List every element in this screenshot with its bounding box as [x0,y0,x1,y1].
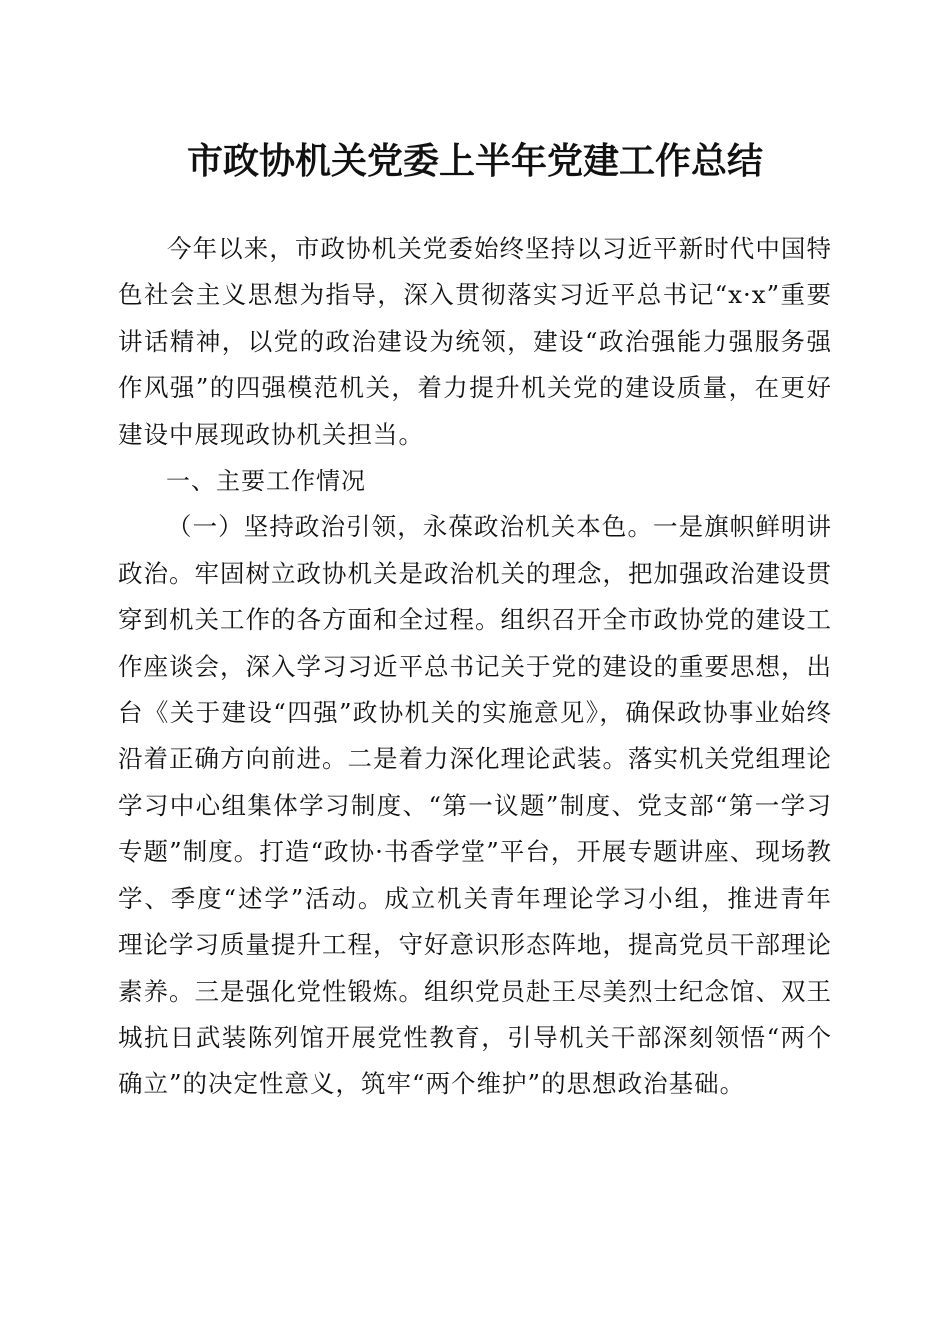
document-title: 市政协机关党委上半年党建工作总结 [186,141,763,182]
section-heading: 一、主要工作情况 [166,467,366,496]
subsection-paragraph [118,504,832,1107]
subsection-body: 一是旗帜鲜明讲政治。牢固树立政协机关是政治机关的理念，把加强政治建设贯穿到机关工作的各方面和全过程。组织召开全市政协党的建设工作座谈会，深入学习习近平总书记关于党的建设的重要思想，出台《关于建设“四强”政协机关的实施意见》，确保政协事业始终沿着正确方向前进。二是着力深化理论武装。落实机关党组理论学习中心组集体学习制度、“第一议题”制度、党支部“第一学习专题”制度。打造“政协·书香学堂”平台，开展专题讲座、现场教学、季度“述学”活动。成立机关青年理论学习小组，推进青年理论学习质量提升工程，守好意识形态阵地，提高党员干部理论素养。三是强化党性锻炼。组织党员赴王尽美烈士纪念馆、双王城抗日武装陈列馆开展党性教育，引导机关干部深刻领悟“两个确立”的决定性意义，筑牢“两个维护”的思想政治基础。 [118,512,833,1099]
document-body [118,226,832,1108]
intro-paragraph: 今年以来，市政协机关党委始终坚持以习近平新时代中国特色社会主义思想为指导，深入贯彻落实习近平总书记“x·x”重要讲话精神，以党的政治建设为统领，建设“政治强能力强服务强作风强”的四强模范机关，着力提升机关党的建设质量，在更好建设中展现政协机关担当。 [118,234,832,449]
subsection-lead: （一）坚持政治引领，永葆政治机关本色。 [167,512,654,542]
